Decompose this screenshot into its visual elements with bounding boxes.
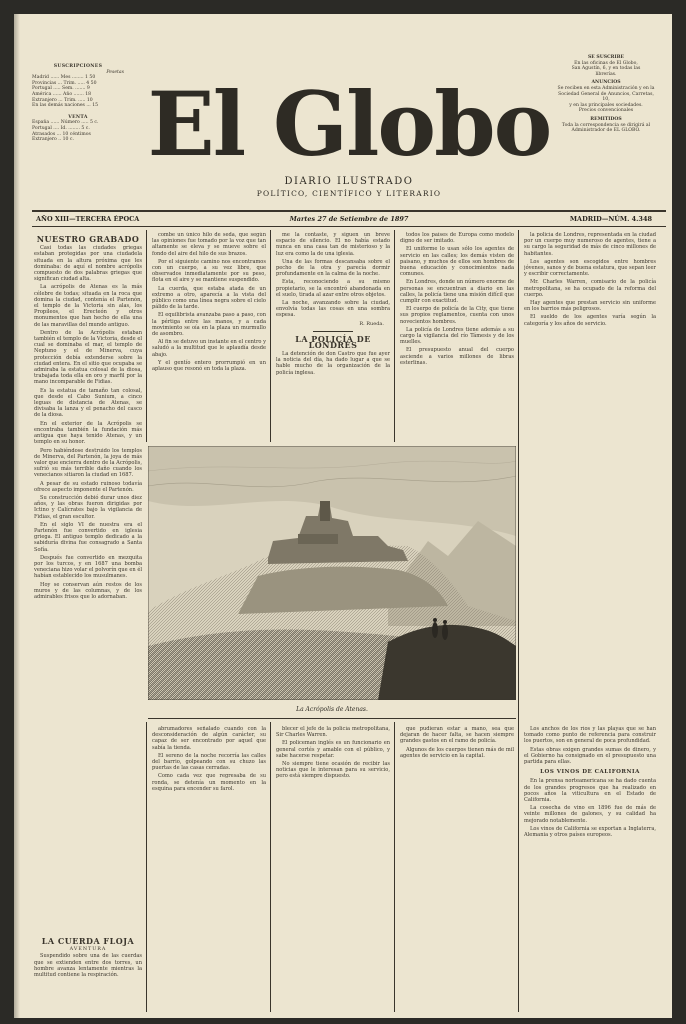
paragraph: Mr. Charles Warren, comisario de la policía metropolitana, se ha ocupado de la reforma del cuerpo. bbox=[524, 279, 656, 298]
column-5 bbox=[524, 444, 656, 720]
paragraph: Dentro de la Acrópolis estaban también el templo de la Victoria, desde el cual se dominaba el mar, el templo de Neptuno y el de Minerva, cuya protección debía extenderse sobre la ciudad entera. En el sitio que ocupaba se admiraba la estatua colosal de la diosa, trabajada toda ella en oro y marfil por la mano incomparable de Fidias. bbox=[34, 329, 142, 386]
paragraph: El sueldo de los agentes varía según la categoría y los años de servicio. bbox=[524, 314, 656, 327]
column-divider bbox=[394, 722, 395, 1012]
paragraph: A pesar de su estado ruinoso todavía ofrece aspecto imponente el Partenón. bbox=[34, 480, 142, 493]
subscription-line: América ...... Año ....... 18 bbox=[32, 91, 92, 97]
masthead-subtitle: POLÍTICO, CIENTÍFICO Y LITERARIO bbox=[256, 189, 442, 198]
paragraph: Los anchos de los ríos y las playas que se han tomado como punto de referencia para construir los puertos, son en general de poca profundidad. bbox=[524, 726, 656, 745]
paragraph: la policía de Londres, representada en la ciudad por un cuerpo muy numeroso de agentes, tiene a su cargo la seguridad de más de cinco millones de habitantes. bbox=[524, 232, 656, 257]
top-rule bbox=[32, 210, 666, 212]
sale-title: VENTA bbox=[68, 114, 88, 120]
column-divider bbox=[146, 230, 147, 442]
paragraph: La cosecha de vino en 1896 fue de más de veinte millones de galones, y su calidad ha mejorado notablemente. bbox=[524, 805, 656, 824]
subscription-line: En las demás naciones ... 15 bbox=[32, 103, 99, 109]
sale-line: España ...... Número ..... 5 c. bbox=[32, 120, 99, 126]
newspaper-page bbox=[14, 14, 672, 1018]
sale-line: Atrasados ... 10 céntimos bbox=[32, 131, 91, 137]
column-divider bbox=[270, 230, 271, 442]
paragraph: La detención de don Castro que fue ayer la noticia del día, ha dado lugar a que se hable mucho de la organización de la policía inglesa. bbox=[276, 350, 390, 376]
column-1 bbox=[34, 232, 142, 1012]
notice-line: Se reciben en esta Administración y en la Sociedad General de Anuncios, Carretas, 10, bbox=[557, 85, 655, 103]
bottom-column-1 bbox=[152, 726, 266, 1012]
article-heading-policia: LA POLICÍA DE LONDRES bbox=[295, 333, 371, 350]
paragraph: Al fin se detuvo un instante en el centro y saludó a la multitud que le aplaudía desde abajo. bbox=[152, 339, 266, 358]
paragraph: El policeman inglés es un funcionario en general cortés y amable con el público, y sabe hacerse respetar. bbox=[276, 740, 390, 759]
bottom-column-2 bbox=[276, 726, 390, 1012]
masthead-title: El Globo bbox=[147, 72, 551, 176]
paragraph: Una de las formas descansaba sobre el pecho de la otra y parecía dormir profundamente en la calma de la noche. bbox=[276, 258, 390, 278]
notice-line: REMITIDOS bbox=[590, 116, 622, 122]
paragraph: La noche, avanzando sobre la ciudad, envolvía todas las cosas en una sombra espesa. bbox=[276, 300, 390, 319]
masthead-tagline: DIARIO ILUSTRADO bbox=[284, 176, 414, 187]
acropolis-engraving bbox=[148, 446, 516, 700]
column-4 bbox=[400, 232, 514, 442]
subscriptions-title: SUSCRIPCIONES bbox=[53, 64, 103, 69]
issue-date: Martes 27 de Setiembre de 1897 bbox=[289, 215, 409, 223]
paragraph: El sereno de la noche recorría las calles del barrio, golpeando con su chuzo las puertas de las casas cerradas. bbox=[152, 752, 266, 772]
notice-line: Toda la correspondencia se dirigirá al Administrador de EL GLOBO. bbox=[561, 122, 651, 134]
paragraph: Es la estatua de tamaño tan colosal, que desde el Cabo Sunium, a cinco leguas de distancia de Atenas, se divisaba la lanza y el penacho del casco de la diosa. bbox=[34, 387, 142, 419]
notice-line: ANUNCIOS bbox=[591, 80, 621, 86]
article-heading-2: LA CUERDA FLOJA bbox=[41, 936, 135, 946]
subscription-line: Madrid ...... Mes ........ 1 50 bbox=[32, 75, 96, 81]
paragraph: En Londres, donde un número enorme de personas se encuentran a diario en las calles, la policía tiene una misión difícil que cumplir con exactitud. bbox=[400, 279, 514, 305]
year-epoch: AÑO XIII—TERCERA ÉPOCA bbox=[36, 215, 140, 223]
article-heading: NUESTRO GRABADO bbox=[36, 234, 140, 244]
subscriptions-column: Pesetas bbox=[106, 69, 124, 75]
subscriptions-box bbox=[32, 64, 124, 143]
signature: R. Rueda. bbox=[359, 320, 384, 327]
article-subheading-2: AVENTURA bbox=[69, 947, 107, 953]
paragraph: Estas obras exigen grandes sumas de dinero, y el Gobierno ha consignado en el presupuesto una partida para ellas. bbox=[524, 746, 656, 766]
paragraph: No siempre tiene ocasión de recibir las noticias que le interesan para su servicio, pero está siempre dispuesto. bbox=[276, 761, 390, 780]
paragraph: abrumadores señalado cuando con la desconsideración de algún carácter, su capaz de ser encontrado por aquel que sabía la tienda. bbox=[152, 726, 266, 751]
illustration-rule bbox=[148, 718, 516, 719]
paragraph: blecer el jefe de la policía metropolitana, Sir Charles Warren. bbox=[276, 726, 390, 739]
column-1-lower bbox=[34, 934, 142, 1012]
paragraph: Pero habiéndose destruido los templos de Minerva, del Partenón, la joya de más valor que encierra dentro de la Acrópolis, sufrió su más terrible daño cuando los venecianos sitiaron la ciudad en 1687. bbox=[34, 447, 142, 479]
paragraph: Su construcción debió durar unos diez años, y las obras fueron dirigidas por Ictino y Calícrates bajo la vigilancia de Fidias, el gran escultor. bbox=[34, 494, 142, 520]
paragraph: El equilibrista avanzaba paso a paso, con la pértiga entre las manos, y a cada movimiento se oía en la plaza un murmullo de asombro. bbox=[152, 312, 266, 338]
page-edge-shadow bbox=[14, 14, 20, 1018]
paragraph: Después fue convertido en mezquita por los turcos, y en 1687 una bomba veneciana hizo volar el polvorín que en él habían establecido los musulmanes. bbox=[34, 554, 142, 580]
subscription-line: Provincias ... Trim. ..... 4 50 bbox=[32, 80, 97, 86]
column-3 bbox=[276, 232, 390, 442]
column-divider bbox=[518, 230, 519, 1012]
paragraph: Por el siguiente camino nos encontramos con un cuerpo, a su vez libre, que observados inmediatamente por su peso, flota en el aire y se mantiene suspendido. bbox=[152, 258, 266, 284]
subscription-line: Extranjero ... Trim. ..... 10 bbox=[32, 97, 93, 103]
paragraph: En el siglo VI de nuestra era el Partenón fue convertido en iglesia griega. El antiguo templo dedicado a la sabiduría divina fue consagrado a Santa Sofía. bbox=[34, 521, 142, 553]
paragraph: Hay agentes que prestan servicio sin uniforme en los barrios más peligrosos. bbox=[524, 300, 656, 313]
paragraph: La policía de Londres tiene además a su cargo la vigilancia del río Támesis y de los muelles. bbox=[400, 326, 514, 346]
notice-line: y en las principales sociedades. bbox=[569, 102, 643, 108]
notice-line: En las oficinas de El Globo, bbox=[574, 60, 638, 66]
sale-line: Portugal .... Id. ........ 5 c. bbox=[32, 125, 90, 131]
paragraph: El cuerpo de policía de la City, que tiene sus propios reglamentos, cuenta con unos novecientos hombres. bbox=[400, 306, 514, 325]
date-rule bbox=[32, 226, 666, 227]
column-divider bbox=[394, 230, 395, 442]
column-divider bbox=[146, 722, 147, 1012]
bottom-column-3 bbox=[400, 726, 514, 1012]
separator bbox=[313, 331, 353, 332]
bottom-column-4 bbox=[524, 726, 656, 1012]
subscriptions-list bbox=[32, 75, 124, 109]
paragraph: Y el gentío entero prorrumpió en un aplauso que resonó en toda la plaza. bbox=[152, 359, 266, 373]
paragraph: El presupuesto anual del cuerpo asciende a varios millones de libras esterlinas. bbox=[400, 347, 514, 366]
paragraph: Casi todas las ciudades griegas estaban protegidas por una ciudadela situada en la altura próxima que les dominaba: de aquí el nombre acrópolis compuesto de dos palabras griegas que significan ciudad alta. bbox=[34, 245, 142, 283]
column-2 bbox=[152, 232, 266, 442]
sale-list bbox=[32, 120, 124, 142]
paragraph: La acrópolis de Atenas es la más célebre de todas; situada en la roca que domina la ciudad, contenía el Partenón, el templo de la Victoria sin alas, los Propíleos, el Erecteón y otros monumentos que han hecho de ella una de las maravillas del mundo antiguo. bbox=[34, 284, 142, 328]
illustration-acropolis bbox=[148, 446, 516, 700]
paragraph: El uniforme lo usan sólo los agentes de servicio en las calles; los demás visten de paisano, y muchos de ellos son hombres de buena educación y conocimientos nada comunes. bbox=[400, 246, 514, 278]
paragraph: Los vinos de California se exportan a Inglaterra, Alemania y otros países europeos. bbox=[524, 825, 656, 839]
notice-line: SE SUSCRIBE bbox=[587, 55, 625, 60]
paragraph: En la prensa norteamericana se ha dado cuenta de los grandes progresos que ha realizado en pocos años la viticultura en el Estado de California. bbox=[524, 778, 656, 804]
wine-heading: LOS VINOS DE CALIFORNIA bbox=[540, 769, 640, 776]
paragraph: Suspendido sobre una de las cuerdas que se extienden entre dos torres, un hombre avanza lentamente mientras la multitud contiene la respiración. bbox=[34, 953, 142, 979]
paragraph: En el exterior de la Acrópolis se encontraba también la fundación más antigua que haya tenido Atenas, y un templo en su honor. bbox=[34, 420, 142, 446]
subscription-line: Portugal ..... Sem. ....... 9 bbox=[32, 86, 90, 92]
paragraph: Hoy se conservan aún restos de los muros y de las columnas, y de los admirables frisos que lo adornaban. bbox=[34, 581, 142, 600]
paragraph: La cuerda, que estaba atada de un extremo a otro, aparecía a la vista del público como una línea negra sobre el cielo pálido de la tarde. bbox=[152, 285, 266, 311]
notice-line: librerías. bbox=[595, 71, 617, 77]
column-5-top bbox=[524, 232, 656, 442]
paragraph: Esta, reconociendo a su mismo propietario, se la encontró abandonada en el suelo, tirada al azar entre otros objetos. bbox=[276, 279, 390, 298]
column-divider bbox=[270, 722, 271, 1012]
illustration-caption: La Acrópolis de Atenas. bbox=[296, 706, 368, 713]
issue-number: MADRID—NÚM. 4.348 bbox=[569, 215, 652, 223]
paragraph: me la contaste, y siguen un breve espacio de silencio. El no había estado nunca en una casa tan de misterioso y la luz era como la de una iglesia. bbox=[276, 232, 390, 257]
paragraph: Algunos de los cuerpos tienen más de mil agentes de servicio en la capital. bbox=[400, 746, 514, 759]
paragraph: que pudieran estar a mano, sea que dejaran de hacer falta, se hacen siempre grandes gastos en el ramo de policía. bbox=[400, 726, 514, 745]
paragraph: combe un único hilo de seda, que según las opiniones fue tomado por la voz que tan altamente se eleva y se mueve sobre el fondo del aire del hilo de sus brazos. bbox=[152, 232, 266, 257]
sale-line: Extranjero .. 10 c. bbox=[32, 137, 74, 143]
paragraph: Como cada vez que regresaba de su ronda, se detenía un momento en la esquina para encender su farol. bbox=[152, 773, 266, 792]
paragraph: Los agentes son escogidos entre hombres jóvenes, sanos y de buena estatura, que sepan leer y escribir correctamente. bbox=[524, 258, 656, 278]
notice-line: Precios convencionales bbox=[578, 108, 634, 114]
paragraph: todos los países de Europa como modelo digno de ser imitado. bbox=[400, 232, 514, 245]
notice-line: San Agustín, 6, y en todas las bbox=[571, 66, 641, 72]
